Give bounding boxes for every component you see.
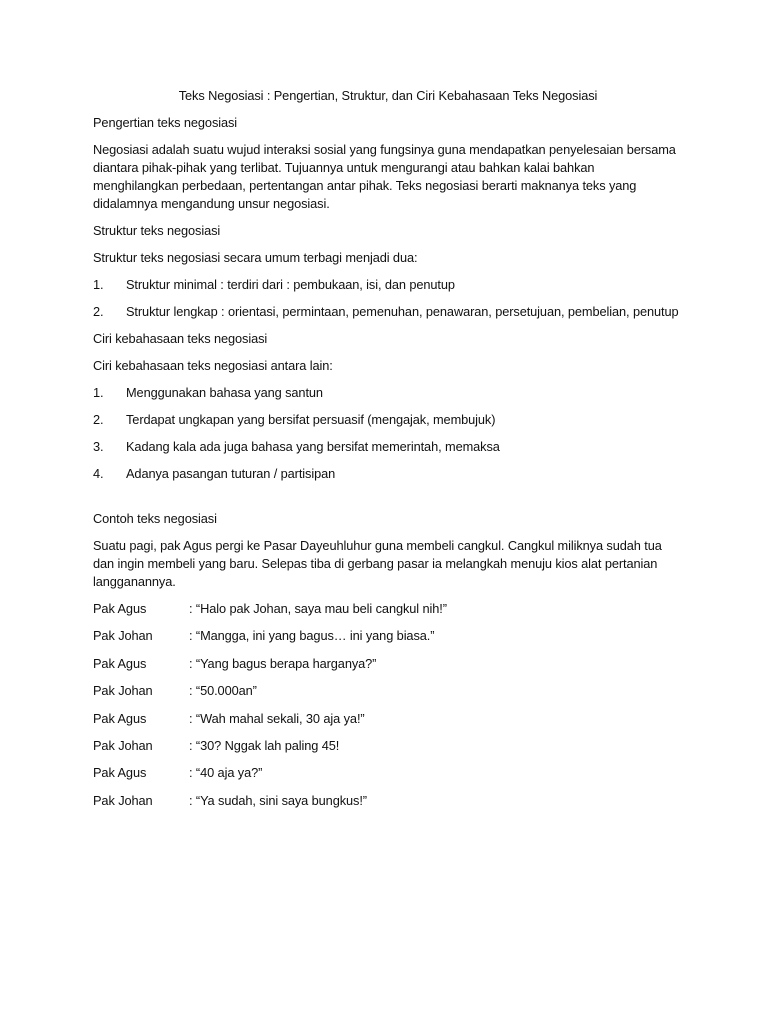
list-text: Kadang kala ada juga bahasa yang bersifat memerintah, memaksa xyxy=(126,439,500,454)
list-text: Struktur lengkap : orientasi, permintaan, pemenuhan, penawaran, persetujuan, pembelian, penutup xyxy=(126,304,679,319)
list-number: 4. xyxy=(93,466,104,481)
list-item xyxy=(93,411,683,429)
dialog-row xyxy=(93,710,683,728)
dialog-line: : “40 aja ya?” xyxy=(189,765,263,781)
paragraph-contoh: Suatu pagi, pak Agus pergi ke Pasar Dayeuhluhur guna membeli cangkul. Cangkul miliknya sudah tua dan ingin membeli yang baru. Selepas tiba di gerbang pasar ia melangkah menuju kios alat pertanian langganannya. xyxy=(93,538,662,589)
dialog-speaker: Pak Agus xyxy=(93,710,147,726)
list-number: 3. xyxy=(93,439,104,454)
list-number: 2. xyxy=(93,412,104,427)
dialog-speaker: Pak Johan xyxy=(93,737,153,753)
dialog-line: : “30? Nggak lah paling 45! xyxy=(189,737,340,753)
dialog-line: : “Wah mahal sekali, 30 aja ya!” xyxy=(189,710,365,726)
section-heading-contoh: Contoh teks negosiasi xyxy=(93,511,217,526)
dialog-row xyxy=(93,682,683,700)
dialog-line: : “Ya sudah, sini saya bungkus!” xyxy=(189,792,367,808)
list-number: 2. xyxy=(93,304,104,319)
list-item xyxy=(93,303,683,321)
list-number: 1. xyxy=(93,277,104,292)
list-item xyxy=(93,465,683,483)
dialog-row xyxy=(93,792,683,810)
dialog-speaker: Pak Johan xyxy=(93,683,153,699)
blank-line xyxy=(93,492,683,510)
dialog-row xyxy=(93,627,683,645)
paragraph-pengertian: Negosiasi adalah suatu wujud interaksi sosial yang fungsinya guna mendapatkan penyelesaian bersama diantara pihak-pihak yang terlibat. Tujuannya untuk mengurangi atau bahkan kalai bahkan menghilangkan perbedaan, pertentangan antar pihak. Teks negosiasi berarti maknanya teks yang didalamnya mengandung unsur negosiasi. xyxy=(93,142,676,211)
list-number: 1. xyxy=(93,385,104,400)
list-text: Struktur minimal : terdiri dari : pembukaan, isi, dan penutup xyxy=(126,277,455,292)
dialog-row xyxy=(93,737,683,755)
dialog-line: : “Halo pak Johan, saya mau beli cangkul nih!” xyxy=(189,601,447,616)
dialog-line: : “50.000an” xyxy=(189,683,257,699)
dialog-speaker: Pak Agus xyxy=(93,601,147,616)
list-item xyxy=(93,276,683,294)
list-text: Terdapat ungkapan yang bersifat persuasif (mengajak, membujuk) xyxy=(126,412,496,427)
dialog-speaker: Pak Agus xyxy=(93,765,147,781)
list-item xyxy=(93,384,683,402)
list-text: Menggunakan bahasa yang santun xyxy=(126,385,323,400)
dialog-line: : “Yang bagus berapa harganya?” xyxy=(189,655,377,671)
dialog-row xyxy=(93,600,683,618)
section-heading-struktur: Struktur teks negosiasi xyxy=(93,223,221,238)
document-title: Teks Negosiasi : Pengertian, Struktur, dan Ciri Kebahasaan Teks Negosiasi xyxy=(178,88,598,103)
paragraph-struktur-intro: Struktur teks negosiasi secara umum terbagi menjadi dua: xyxy=(93,250,418,265)
dialog-row xyxy=(93,655,683,673)
paragraph-ciri-intro: Ciri kebahasaan teks negosiasi antara lain: xyxy=(93,358,333,373)
section-heading-pengertian: Pengertian teks negosiasi xyxy=(93,115,238,130)
list-item xyxy=(93,438,683,456)
dialog-row xyxy=(93,764,683,782)
dialog-line: : “Mangga, ini yang bagus… ini yang biasa.” xyxy=(189,628,435,644)
document-content xyxy=(93,87,683,819)
section-heading-ciri: Ciri kebahasaan teks negosiasi xyxy=(93,331,268,346)
list-text: Adanya pasangan tuturan / partisipan xyxy=(126,466,336,481)
dialog-speaker: Pak Johan xyxy=(93,628,153,644)
dialog-speaker: Pak Johan xyxy=(93,792,153,808)
dialog-speaker: Pak Agus xyxy=(93,655,147,671)
